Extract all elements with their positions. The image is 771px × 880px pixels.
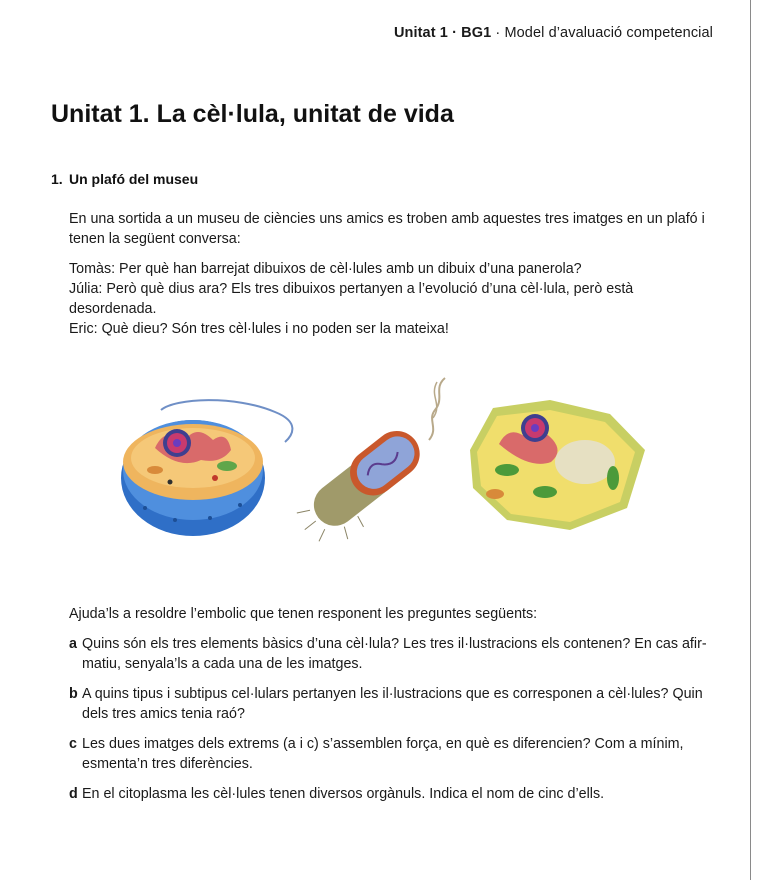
animal-cell-illustration bbox=[121, 400, 292, 536]
header-unit: Unitat 1 bbox=[393, 25, 448, 41]
questions-prompt: Ajuda’ls a resoldre l’embolic que tenen responent les preguntes següents: bbox=[69, 606, 538, 622]
section-title: Un plafó del museu bbox=[69, 171, 199, 187]
question-b bbox=[69, 684, 714, 724]
question-a bbox=[69, 634, 714, 674]
question-d bbox=[69, 784, 714, 804]
page-edge-line bbox=[750, 0, 751, 880]
cell-illustrations-figure bbox=[115, 370, 655, 545]
header-code: BG1 bbox=[461, 25, 492, 41]
section-number: 1. bbox=[51, 171, 63, 187]
question-text: A quins tipus i subtipus cel·lulars pertanyen les il·lustracions que es corresponen a cèl·lules? Quin dels tres amics tenia raó? bbox=[82, 686, 703, 722]
section-heading bbox=[51, 171, 198, 187]
question-c bbox=[69, 734, 714, 774]
question-text: Quins són els tres elements bàsics d’una cèl·lula? Les tres il·lustracions els contenen? En cas afirmatiu, senyala’ls a cada una de les imatges. bbox=[82, 636, 707, 672]
question-letter: d bbox=[69, 786, 78, 802]
running-header bbox=[394, 25, 713, 41]
page-title: Unitat 1. La cèl·lula, unitat de vida bbox=[51, 100, 454, 128]
plant-cell-illustration bbox=[470, 400, 645, 530]
header-label: Model d’avaluació competencial bbox=[504, 25, 713, 41]
intro-paragraph: En una sortida a un museu de ciències uns amics es troben amb aquestes tres imatges en un plafó i tenen la següent conversa: bbox=[69, 211, 705, 247]
question-letter: a bbox=[69, 636, 77, 652]
header-separator: · bbox=[447, 25, 462, 41]
dialogue-line: Júlia: Però què dius ara? Els tres dibuixos pertanyen a l’evolució d’una cèl·lula, però està desordenada. bbox=[69, 281, 634, 317]
question-letter: b bbox=[69, 686, 78, 702]
question-text: Les dues imatges dels extrems (a i c) s’assemblen força, en què es diferencien? Com a mínim, esmenta’n tres diferències. bbox=[82, 736, 684, 772]
dialogue-line: Eric: Què dieu? Són tres cèl·lules i no poden ser la mateixa! bbox=[69, 321, 449, 337]
dialogue-line: Tomàs: Per què han barrejat dibuixos de cèl·lules amb un dibuix d’una panerola? bbox=[69, 261, 582, 277]
question-text: En el citoplasma les cèl·lules tenen diversos orgànuls. Indica el nom de cinc d’ells. bbox=[82, 786, 605, 802]
bacterium-illustration bbox=[289, 378, 445, 545]
question-letter: c bbox=[69, 736, 77, 752]
header-separator: · bbox=[491, 25, 505, 41]
dialogue bbox=[69, 259, 714, 339]
